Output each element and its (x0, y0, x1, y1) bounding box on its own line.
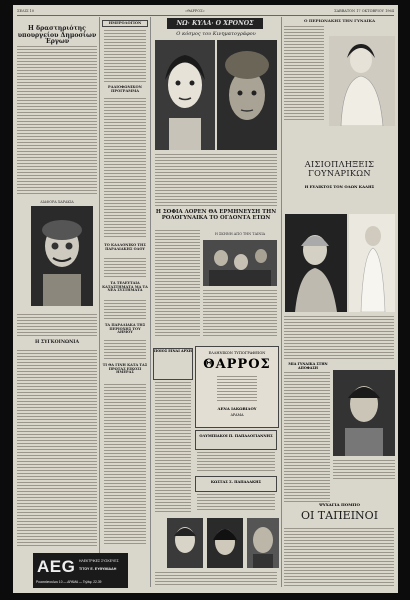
issue-date: ΣΑΒΒΑΤΟΝ 17 ΟΚΤΩΒΡΙΟΥ 1964 (334, 9, 394, 13)
right-column-header: Ο ΠΕΡΙΩΝΑΚΗΣ ΤΗΝ ΓΥΝΑΙΚΑ (303, 18, 376, 23)
notice-4: ΤΙ ΘΑ ΓΙΝΗ ΚΑΤΑ ΤΑΣ ΠΡΩΤΑΣ ΕΙΚΟΣΙ ΗΜΕΡΑΣ (102, 363, 148, 375)
notice-text (104, 258, 146, 278)
side-note-title: ΜΙΑ ΓΥΝΑΙΚΑ ΣΤΗΝ ΑΠΟΦΑΣΗ (288, 362, 328, 370)
notice-text (155, 382, 191, 512)
sophia-loren-photo (155, 40, 215, 150)
portrait-photo-1 (167, 518, 203, 568)
ad-services-text (217, 376, 257, 402)
caption-text (17, 314, 97, 336)
portrait-photo (31, 206, 93, 306)
fashion-photo-2 (349, 214, 395, 312)
printing-house-ad (195, 346, 279, 428)
side-notice-box: ΠΟΙΟΣ ΕΙΝΑΙ ΑΡΧΗ (153, 348, 193, 380)
column-rule (99, 17, 100, 587)
listing-text (104, 30, 146, 82)
center-column (153, 18, 279, 588)
fashion-photo-1 (285, 214, 347, 312)
loren-headline: Η ΣΟΦΙΑ ΛΟΡΕΝ ΘΑ ΕΡΜΗΝΕΥΣΗ ΤΗΝ ΡΟΛΟΓΥΝΑΙΚΑ ΤΟ ΟΓΔΟΝΤΑ ΕΤΩΝ (155, 209, 277, 221)
film-scene-photo (203, 240, 277, 286)
section-label: ΨΥΧΑΓΙΑ ΠΟΜΠΟ (319, 502, 360, 507)
article-text (284, 316, 394, 360)
portrait-photo-2 (207, 518, 243, 568)
ad-town: ΔΡΑΜΑ (230, 413, 244, 417)
fur-coat-photo (329, 36, 395, 126)
article-text (17, 350, 97, 548)
dealer-box-a: ΟΛΥΜΠΙΑΚΟΙ Π. ΠΑΠΑΔΟΓΙΑΝΝΗΣ (195, 430, 277, 450)
notice-text (104, 340, 146, 360)
feature-text (155, 230, 200, 338)
left-column (17, 18, 97, 588)
feature-subtitle: Ο κόσμος του Κινηματογράφου (176, 31, 256, 37)
dealer-box-b: ΚΩΣΤΑΣ Σ. ΠΑΠΑΔΑΚΗΣ (195, 476, 277, 492)
caption-text (333, 460, 395, 480)
notice-text (104, 300, 146, 320)
ad-dealer: ΤΙΤΟΥ Ε. ΕΥΘΥΜΙΑΔΗ (79, 567, 117, 571)
column-rule (150, 17, 151, 587)
feature-text (203, 290, 277, 338)
article-text (17, 46, 97, 196)
tapeinoi-headline: ΟΙ ΤΑΠΕΙΝΟΙ (300, 509, 379, 522)
section-title: Η ΣΥΓΚΟΙΝΩΝΙΑ (34, 340, 80, 345)
photo-caption: ΔΙΑΦΟΡΑ ΧΑΡΑΚΙΑ (40, 200, 74, 204)
feature-banner: ΝΩ· ΚΥΛΑ· Ο ΧΡΟΝΟΣ (167, 18, 263, 29)
dealer-text (197, 452, 275, 472)
ad-title: ΘΑΡΡΟΣ (203, 357, 271, 372)
page-number: ΣΕΛΙΣ 10 (17, 9, 34, 13)
left-headline: Η δραστηριότης υπουργείου Δημοσίων Έργων (17, 25, 97, 45)
newspaper-name: «ΘΑΡΡΟΣ» (185, 9, 205, 13)
notice-text (104, 384, 146, 544)
fur-headline: ΑΙΣΙΟΠΛΗΞΕΙΣ ΓΟΥΝΑΡΙΚΩΝ (304, 159, 375, 178)
newspaper-page (13, 5, 398, 593)
ad-product-line: ΗΛΕΚΤΡΙΚΕΣ ΣΥΣΚΕΥΕΣ (79, 559, 119, 563)
page-header (17, 7, 394, 16)
photo-captions-text (155, 572, 277, 586)
radio-schedule (104, 98, 146, 238)
ad-brand: AEG (37, 557, 76, 576)
portrait-photo-3 (247, 518, 279, 568)
article-text (284, 372, 330, 502)
aged-portrait-photo (217, 40, 277, 150)
article-text (284, 26, 324, 122)
radio-program-title: ΡΑΔΙΟΦΩΝΙΚΟΝ ΠΡΟΓΡΑΜΜΑ (108, 85, 142, 93)
film-scene-caption: Η ΣΚΗΝΗ ΑΠΟ ΤΗΝ ΤΑΙΝΙΑ (214, 232, 266, 236)
ad-owner: ΛΕΝΑ ΙΑΚΩΒΙΔΟΥ (217, 406, 257, 411)
article-text (284, 528, 394, 586)
feature-text (155, 154, 277, 208)
dealer-text (197, 494, 275, 512)
ad-top-line: ΕΛΛΗΝΙΚΟΝ ΤΥΠΟΓΡΑΦΕΙΟΝ (208, 351, 266, 355)
ad-address: Ρουσσόπουλου 10 — ΔΡΑΜΑ — Τηλέφ. 22-39 (36, 580, 102, 584)
listings-column (102, 18, 148, 588)
right-column (283, 18, 396, 588)
notice-3: ΤΑ ΠΑΡΑΛΙΑΚΑ ΤΗΣ ΠΕΡΙΟΧΗΣ ΤΟΥ ΔΗΜΟΥ (104, 323, 146, 335)
calendar-header: ΗΜΕΡΟΛΟΓΙΟΝ (102, 20, 148, 27)
notice-2: ΤΑ ΤΕΛΕΥΤΑΙΑ ΚΑΤΑΣΤΗΜΑΤΑ ΜΑ ΤΑ ΝΕΑ ΣΥΣΤΗΜΑΤΑ (102, 281, 148, 293)
notice-1: ΤΟ ΚΑΛΛΟΝΙΚΟ ΤΗΣ ΠΑΡΑΛΙΑΚΗΣ ΟΔΟΥ (104, 243, 146, 251)
fur-subheadline: Η ΕΥΛΙΚΤΟΣ ΤΟΝ ΟΛΩΝ ΚΑΛΗΣ (304, 184, 375, 189)
column-rule (281, 17, 282, 587)
portrait-photo-right (333, 370, 395, 456)
